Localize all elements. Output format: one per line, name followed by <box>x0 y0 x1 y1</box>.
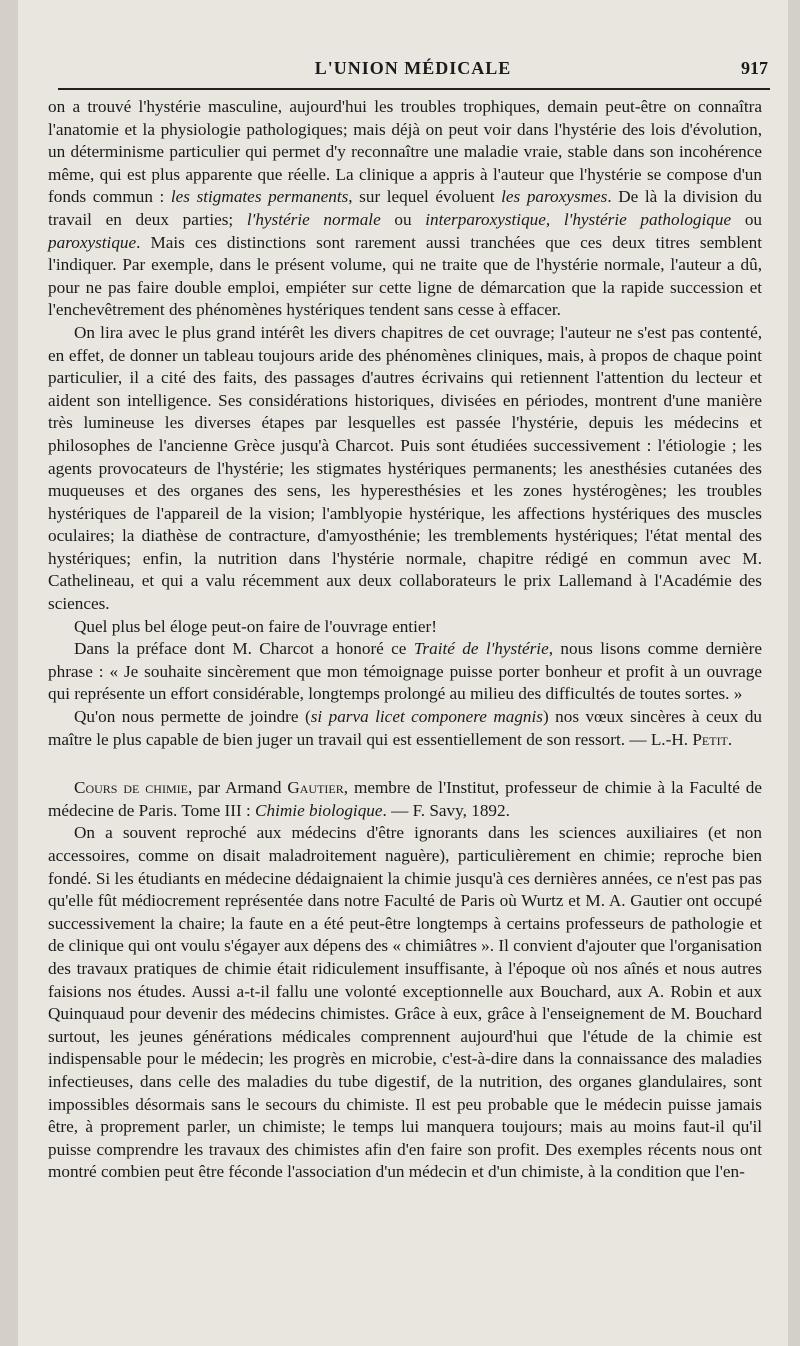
review2-title: Cours de chimie, par Armand Gautier, membre de l'Institut, professeur de chimie à la Faculté de médecine de Paris. Tome III : Chimie biologique. — F. Savy, 1892. <box>48 778 762 820</box>
article-body <box>48 96 762 1184</box>
page-number: 917 <box>741 58 768 78</box>
review1-paragraph-2: On lira avec le plus grand intérêt les divers chapitres de cet ouvrage; l'auteur ne s'est pas contenté, en effet, de donner un tableau toujours aride des phénomènes cliniques, mais, à propos de chaque point particulier, il a cité des faits, des passages d'autres écrivains qui retiennent l'attention du lecteur et aident son intelligence. Ses considérations historiques, divisées en périodes, montrent d'une manière très lumineuse les diverses étapes par lesquelles est passée l'hystérie, depuis les médecins et philosophes de l'ancienne Grèce jusqu'à Charcot. Puis sont étudiées successivement : l'étiologie ; les agents provocateurs de l'hystérie; les stigmates hystériques permanents; les anesthésies cutanées des muqueuses et des organes des sens, les hyperesthésies et les zones hystérogènes; les troubles hystériques de l'appareil de la vision; l'amblyopie hystérique, les affections hystériques des muscles oculaires; la diathèse de contracture, d'amyosthénie; les tremblements hystériques; l'état mental des hystériques; enfin, la nutrition dans l'hystérie normale, chapitre rédigé en commun avec M. Cathelineau, et qui a valu récemment aux deux collaborateurs le prix Lallemand à l'Académie des sciences. <box>48 322 762 614</box>
review2-paragraph-1: On a souvent reproché aux médecins d'être ignorants dans les sciences auxiliaires (et non accessoires, comme on disait maladroitement naguère), particulièrement en chimie; reproche bien fondé. Si les étudiants en médecine dédaignaient la chimie jusqu'à ces dernières années, ce n'est pas pas qu'elle fût médiocrement représentée dans notre Faculté de Paris où Wurtz et M. A. Gautier ont occupé successivement la chaire; la faute en a été peut-être longtemps à certains professeurs de pathologie et de clinique qui ont voulu s'égayer aux dépens des « chimiâtres ». Il convient d'ajouter que l'organisation des travaux pratiques de chimie était ridiculement insuffisante, à l'époque où nos aînés et nous autres faisions nos études. Aussi a-t-il fallu une volonté exceptionnelle aux Bouchard, aux A. Robin et aux Quinquaud pour devenir des médecins chimistes. Grâce à eux, grâce à l'enseignement de M. Bouchard surtout, les jeunes générations médicales comprennent aujourd'hui que l'étude de la chimie est indispensable pour le médecin; les progrès en microbie, c'est-à-dire dans la connaissance des maladies infectieuses, dans celle des maladies du tube digestif, de la nutrition, des organes glandulaires, sont impossibles désormais sans le secours du chimiste. Il est peu probable que le médecin puisse jamais être, à proprement parler, un chimiste; le temps lui manquera toujours; mais au moins faut-il qu'il puisse comprendre les travaux des chimistes afin d'en faire son profit. Des exemples récents nous ont montré combien peut être féconde l'association d'un médecin et d'un chimiste, à la condition que l'en- <box>48 823 762 1182</box>
review1-paragraph-1: on a trouvé l'hystérie masculine, aujourd'hui les troubles trophiques, demain peut-être on connaîtra l'anatomie et la physiologie pathologiques; mais déjà on peut voir dans l'hystérie des lois d'évolution, un déterminisme particulier qui permet d'y reconnaître une maladie vraie, stable dans son incohérence même, qui est plus apparente que réelle. La clinique a appris à l'auteur que l'hystérie se compose d'un fonds commun : les stigmates permanents, sur lequel évoluent les paroxysmes. De là la division du travail en deux parties; l'hystérie normale ou interparoxystique, l'hystérie pathologique ou paroxystique. Mais ces distinctions sont rarement aussi tranchées que ces deux titres semblent l'indiquer. Par exemple, dans le présent volume, qui ne traite que de l'hystérie normale, l'auteur a dû, pour ne pas faire double emploi, empiéter sur cette ligne de démarcation que la rapide succession et l'enchevêtrement des phénomènes hystériques tendent sans cesse à effacer. <box>48 97 762 320</box>
journal-page <box>18 0 788 1346</box>
review1-paragraph-5: Qu'on nous permette de joindre (si parva licet componere magnis) nos vœux sincères à ceux du maître le plus capable de bien juger un travail qui est essentiellement de son ressort. — L.-H. Petit. <box>48 707 763 749</box>
running-title: L'UNION MÉDICALE <box>314 58 512 78</box>
review1-paragraph-4: Dans la préface dont M. Charcot a honoré ce Traité de l'hystérie, nous lisons comme dernière phrase : « Je souhaite sincèrement que mon témoignage puisse porter bonheur et profit à un ouvrage qui représente un effort considérable, longtemps prolongé au milieu des difficultés de toutes sortes. » <box>48 639 762 704</box>
review1-paragraph-3: Quel plus bel éloge peut-on faire de l'ouvrage entier! <box>74 616 437 636</box>
review-signature: Petit <box>692 729 728 749</box>
header-rule <box>58 88 770 90</box>
page-header <box>58 58 768 84</box>
